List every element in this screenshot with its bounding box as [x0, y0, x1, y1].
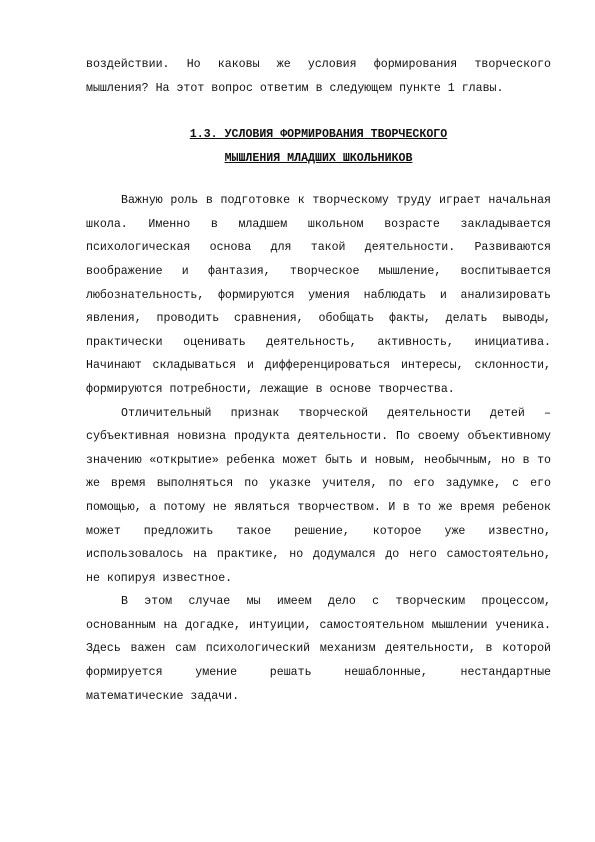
section-heading [86, 123, 551, 171]
paragraph-3: В этом случае мы имеем дело с творческим процессом, основанным на догадке, интуиции, самостоятельном мышлении ученика. Здесь важен сам психологический механизм деятельности, в которой формируется умение решать нешаблонные, нестандартные математические задачи. [86, 595, 551, 703]
section-heading-line-1: 1.3. УСЛОВИЯ ФОРМИРОВАНИЯ ТВОРЧЕСКОГО [189, 128, 448, 142]
paragraph-2: Отличительный признак творческой деятельности детей – субъективная новизна продукта деятельности. По своему объективному значению «открытие» ребенка может быть и новым, необычным, но в то же время выполняться по указке учителя, по его задумке, с его помощью, а потому не являться творчеством. И в то же время ребенок может предложить такое решение, которое уже известно, использовалось на практике, но додумался до него самостоятельно, не копируя известное. [86, 406, 551, 585]
section-heading-line-2: МЫШЛЕНИЯ МЛАДШИХ ШКОЛЬНИКОВ [224, 152, 413, 166]
document-page [86, 53, 551, 708]
paragraph-intro: воздействии. Но каковы же условия формирования творческого мышления? На этот вопрос ответим в следующем пункте 1 главы. [86, 58, 551, 95]
paragraph-1: Важную роль в подготовке к творческому труду играет начальная школа. Именно в младшем школьном возрасте закладывается психологическая основа для такой деятельности. Развиваются воображение и фантазия, творческое мышление, воспитывается любознательность, формируются умения наблюдать и анализировать явления, проводить сравнения, обобщать факты, делать выводы, практически оценивать деятельность, активность, инициатива. Начинают складываться и дифференцироваться интересы, склонности, формируются потребности, лежащие в основе творчества. [86, 194, 551, 396]
